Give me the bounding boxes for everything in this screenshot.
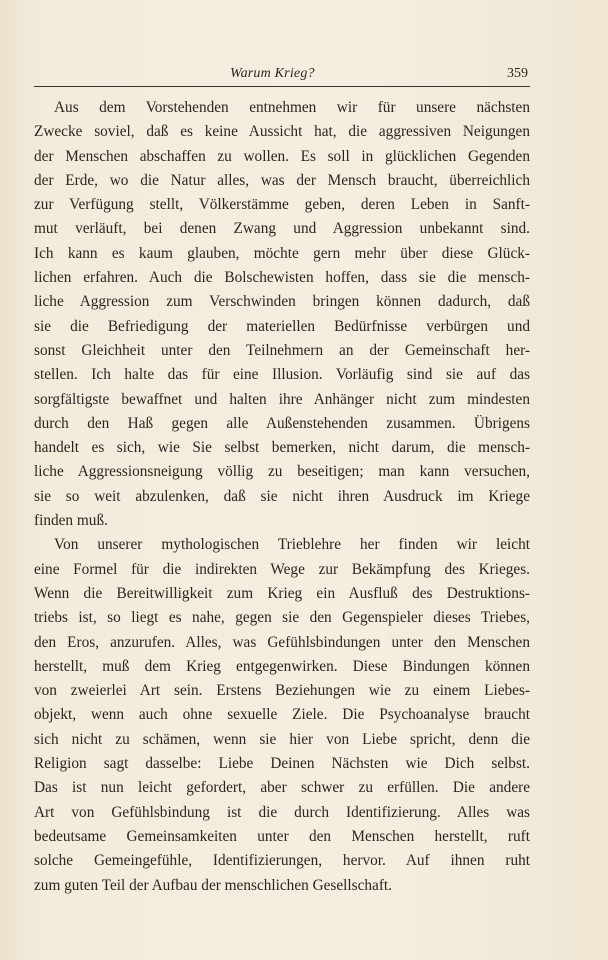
text-line: der Erde, wo die Natur alles, was der Mensch braucht, überreichlich: [34, 171, 530, 189]
text-line: Aus dem Vorstehenden entnehmen wir für unsere nächsten: [54, 99, 530, 116]
text-line: sich nicht zu schämen, wenn sie hier von Liebe spricht, denn die: [34, 730, 530, 748]
page-number: 359: [507, 66, 528, 81]
text-line: herstellt, muß dem Krieg entgegenwirken. Diese Bindungen können: [34, 657, 530, 675]
paragraph: [34, 96, 530, 533]
text-line: triebs ist, so liegt es nahe, gegen sie den Gegenspieler dieses Triebes,: [34, 609, 530, 627]
running-title: Warum Krieg?: [230, 66, 315, 81]
text-line: durch den Haß gegen alle Außenstehenden zusammen. Übrigens: [34, 414, 530, 432]
running-header: [34, 64, 530, 87]
text-line: Ich kann es kaum glauben, möchte gern mehr über diese Glück-: [34, 244, 530, 262]
text-line: sonst Gleichheit unter den Teilnehmern an der Gemeinschaft her-: [34, 341, 530, 359]
text-line: finden muß.: [34, 512, 108, 530]
text-line: liche Aggressionsneigung völlig zu beseitigen; man kann versuchen,: [34, 463, 530, 481]
text-line: Wenn die Bereitwilligkeit zum Krieg ein Ausfluß des Destruktions-: [34, 584, 530, 602]
text-line: Zwecke soviel, daß es keine Aussicht hat, die aggressiven Neigungen: [34, 123, 530, 141]
text-line: liche Aggression zum Verschwinden bringen können dadurch, daß: [34, 293, 530, 311]
text-line: bedeutsame Gemeinsamkeiten unter den Menschen herstellt, ruft: [34, 827, 530, 845]
text-line: lichen erfahren. Auch die Bolschewisten hoffen, dass sie die mensch-: [34, 269, 530, 287]
body-text: [34, 96, 530, 898]
text-line: Art von Gefühlsbindung ist die durch Identifizierung. Alles was: [34, 803, 530, 821]
text-line: von zweierlei Art sein. Erstens Beziehungen wie zu einem Liebes-: [34, 682, 530, 700]
text-line: mut verläuft, bei denen Zwang und Aggression unbekannt sind.: [34, 220, 530, 238]
text-line: zur Verfügung stellt, Völkerstämme geben, deren Leben in Sanft-: [34, 196, 530, 214]
text-line: sie so weit abzulenken, daß sie nicht ihren Ausdruck im Kriege: [34, 487, 530, 505]
text-line: den Eros, anzurufen. Alles, was Gefühlsbindungen unter den Menschen: [34, 633, 530, 651]
text-line: solche Gemeingefühle, Identifizierungen, hervor. Auf ihnen ruht: [34, 852, 530, 870]
text-line: Von unserer mythologischen Trieblehre her finden wir leicht: [54, 536, 530, 554]
text-line: eine Formel für die indirekten Wege zur Bekämpfung des Krieges.: [34, 560, 530, 578]
text-line: handelt es sich, wie Sie selbst bemerken, nicht darum, die mensch-: [34, 439, 530, 457]
text-line: sorgfältigste bewaffnet und halten ihre Anhänger nicht zum mindesten: [34, 390, 530, 408]
text-line: Religion sagt dasselbe: Liebe Deinen Nächsten wie Dich selbst.: [34, 755, 530, 773]
text-line: zum guten Teil der Aufbau der menschlichen Gesellschaft.: [34, 876, 393, 894]
paragraph: [34, 533, 530, 897]
text-line: sie die Befriedigung der materiellen Bedürfnisse verbürgen und: [34, 317, 530, 335]
text-line: stellen. Ich halte das für eine Illusion. Vorläufig sind sie auf das: [34, 366, 530, 384]
text-line: objekt, wenn auch ohne sexuelle Ziele. Die Psychoanalyse braucht: [34, 706, 530, 724]
text-line: der Menschen abschaffen zu wollen. Es soll in glücklichen Gegenden: [34, 147, 530, 165]
text-line: Das ist nun leicht gefordert, aber schwer zu erfüllen. Die andere: [34, 779, 530, 797]
